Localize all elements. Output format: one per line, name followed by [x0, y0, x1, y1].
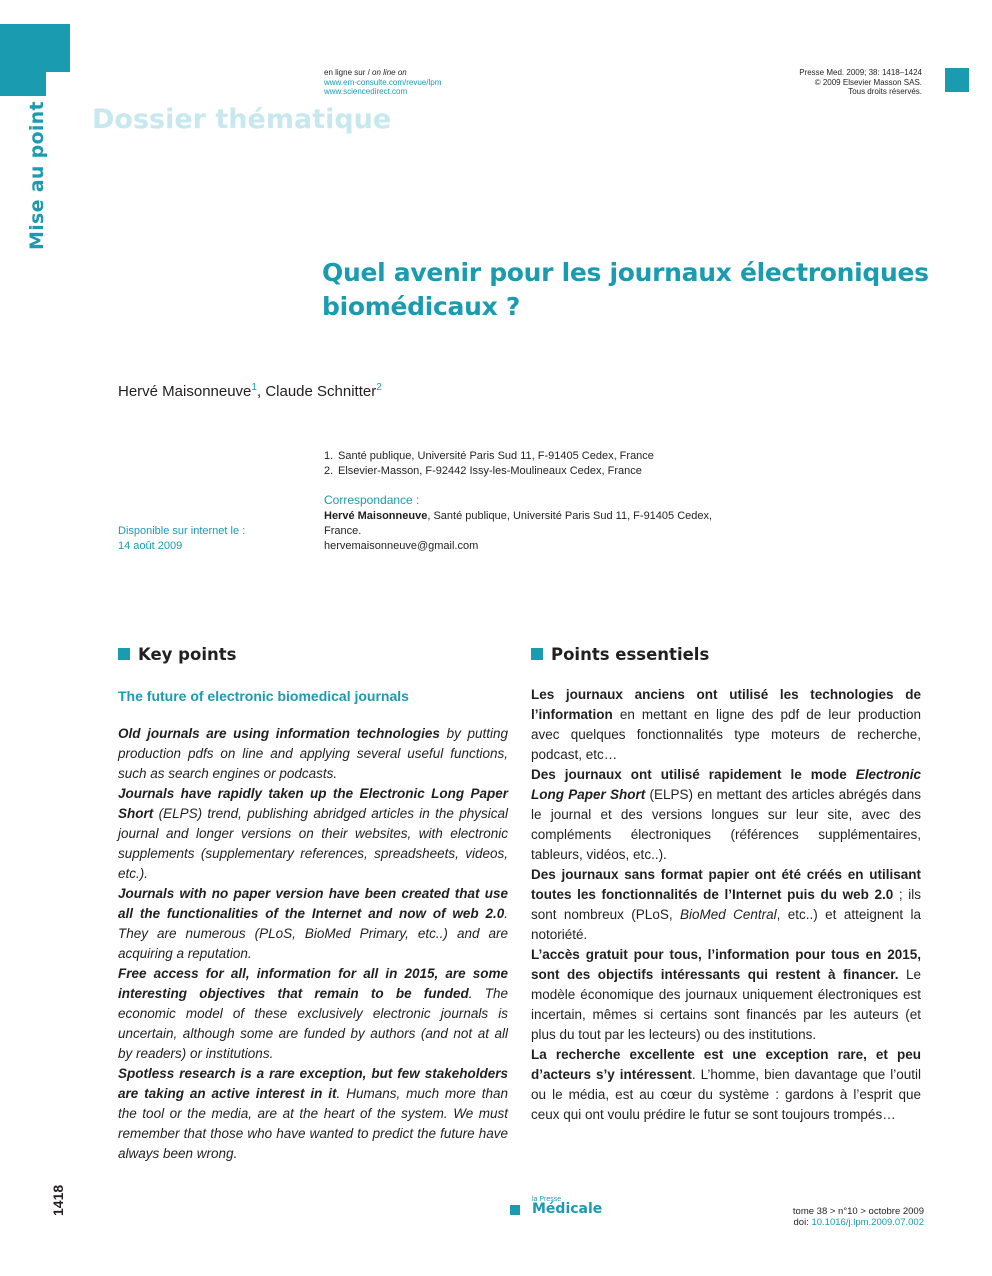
online-prefix-italic: on line on	[372, 68, 407, 77]
article-title: Quel avenir pour les journaux électroniques biomédicaux ?	[322, 258, 929, 321]
key-points-heading: Key points	[118, 645, 236, 664]
affiliation-item: 2. Elsevier-Masson, F-92442 Issy-les-Moulineaux Cedex, France	[324, 464, 642, 477]
logo-small-text: la Presse	[532, 1196, 562, 1203]
correspondence	[324, 493, 724, 554]
correspondence-country: France.	[324, 525, 362, 537]
paragraph: Old journals are using information technologies by putting production pdfs on line and applying several useful functions, such as search engines or podcasts.	[118, 726, 508, 781]
correspondence-address: , Santé publique, Université Paris Sud 11, F-91405 Cedex,	[427, 510, 713, 522]
logo-big-text: Médicale	[532, 1201, 603, 1217]
citation-line: Presse Med. 2009; 38: 1418–1424	[799, 68, 922, 77]
paragraph: Free access for all, information for all in 2015, are some interesting objectives that remain to be funded. The economic model of these exclusively electronic journals is uncertain, although some are funded by authors (and not at all by readers) or institutions.	[118, 966, 509, 1061]
available-label: Disponible sur internet le :	[118, 525, 246, 537]
paragraph: L’accès gratuit pour tous, l’information pour tous en 2015, sont des objectifs intéressants qui restent à financer. Le modèle économique des journaux uniquement électroniques est incertain, mêmes si certains sont financés par les auteurs (et plus du tout par les lecteurs) ou des institutions.	[531, 947, 921, 1042]
copyright-line: © 2009 Elsevier Masson SAS.	[814, 77, 922, 87]
page-number: 1418	[50, 1184, 66, 1216]
author-name: Claude Schnitter	[265, 383, 377, 400]
author-list: Hervé Maisonneuve$^1$, Claude Schnitter$^2$	[118, 382, 382, 400]
logo-square-icon	[510, 1205, 520, 1215]
square-bullet-icon	[531, 648, 543, 660]
correspondence-name: Hervé Maisonneuve	[324, 510, 428, 522]
correspondence-heading: Correspondance :	[324, 493, 420, 507]
affiliation-marker: 1	[251, 382, 257, 393]
issue-line: tome 38 > n°10 > octobre 2009	[792, 1206, 924, 1217]
key-points-text	[118, 724, 508, 1164]
section-banner: Dossier thématique	[92, 104, 392, 135]
paragraph: Des journaux sans format papier ont été créés en utilisant toutes les fonctionnalités de l’Internet puis du web 2.0 ; ils sont nombreux (PLoS, BioMed Central, etc..) et atteignent la notoriété.	[531, 867, 922, 942]
points-essentiels-heading: Points essentiels	[531, 645, 709, 664]
doi-label: doi:	[793, 1217, 812, 1228]
paragraph: Journals with no paper version have been created that use all the functionalities of the Internet and now of web 2.0. They are numerous (PLoS, BioMed Primary, etc..) and are acquiring a reputation.	[118, 886, 508, 961]
affiliation-marker: 2	[376, 382, 382, 393]
paragraph: Spotless research is a rare exception, but few stakeholders are taking an active interest in it. Humans, much more than the tool or the media, are at the heart of the system. We must remember that those who have wanted to predict the future have always been wrong.	[118, 1066, 508, 1161]
paragraph: Des journaux ont utilisé rapidement le mode Electronic Long Paper Short (ELPS) en mettant des articles abrégés dans le journal et des versions longues sur leur site, avec des compléments électroniques (références supplémentaires, tableurs, vidéos, etc..).	[531, 767, 921, 862]
square-bullet-icon	[118, 648, 130, 660]
doi-link[interactable]: 10.1016/j.lpm.2009.07.002	[811, 1217, 924, 1228]
affiliations	[324, 449, 654, 478]
author-name: Hervé Maisonneuve	[118, 383, 252, 400]
corner-notch	[46, 72, 70, 96]
paragraph: Journals have rapidly taken up the Electronic Long Paper Short (ELPS) trend, publishing abridged articles in the physical journal and longer versions on their websites, with electronic supplements (supplementary references, spreadsheets, videos, etc.).	[118, 786, 508, 881]
key-points-subheading: The future of electronic biomedical journals	[118, 688, 409, 704]
online-info	[324, 68, 441, 97]
online-prefix: en ligne sur /	[324, 68, 373, 77]
header-accent-square	[945, 68, 969, 92]
affiliation-item: 1. Santé publique, Université Paris Sud 11, F-91405 Cedex, France	[324, 450, 654, 462]
paragraph: Les journaux anciens ont utilisé les technologies de l’information en mettant en ligne des pdf de leur production avec quelques fonctionnalités type moteurs de recherche, podcast, etc…	[531, 687, 921, 762]
paragraph: La recherche excellente est une exception rare, et peu d’acteurs s’y intéressent. L’homme, bien davantage que l’outil ou le média, est au cœur du système : gardons à l’esprit que ceux qui ont voulu prédire le futur se sont toujours trompés…	[531, 1047, 921, 1122]
available-date: 14 août 2009	[118, 540, 183, 552]
points-essentiels-text	[531, 685, 921, 1125]
rights-line: Tous droits réservés.	[848, 87, 922, 96]
issue-info	[793, 1206, 924, 1228]
availability-info	[118, 524, 245, 554]
journal-citation	[799, 68, 922, 97]
em-consulte-link[interactable]: www.em-consulte.com/revue/lpm	[324, 77, 442, 87]
rubric-label: Mise au point	[26, 101, 48, 250]
sciencedirect-link[interactable]: www.sciencedirect.com	[324, 87, 408, 96]
correspondence-email[interactable]: hervemaisonneuve@gmail.com	[324, 540, 479, 552]
